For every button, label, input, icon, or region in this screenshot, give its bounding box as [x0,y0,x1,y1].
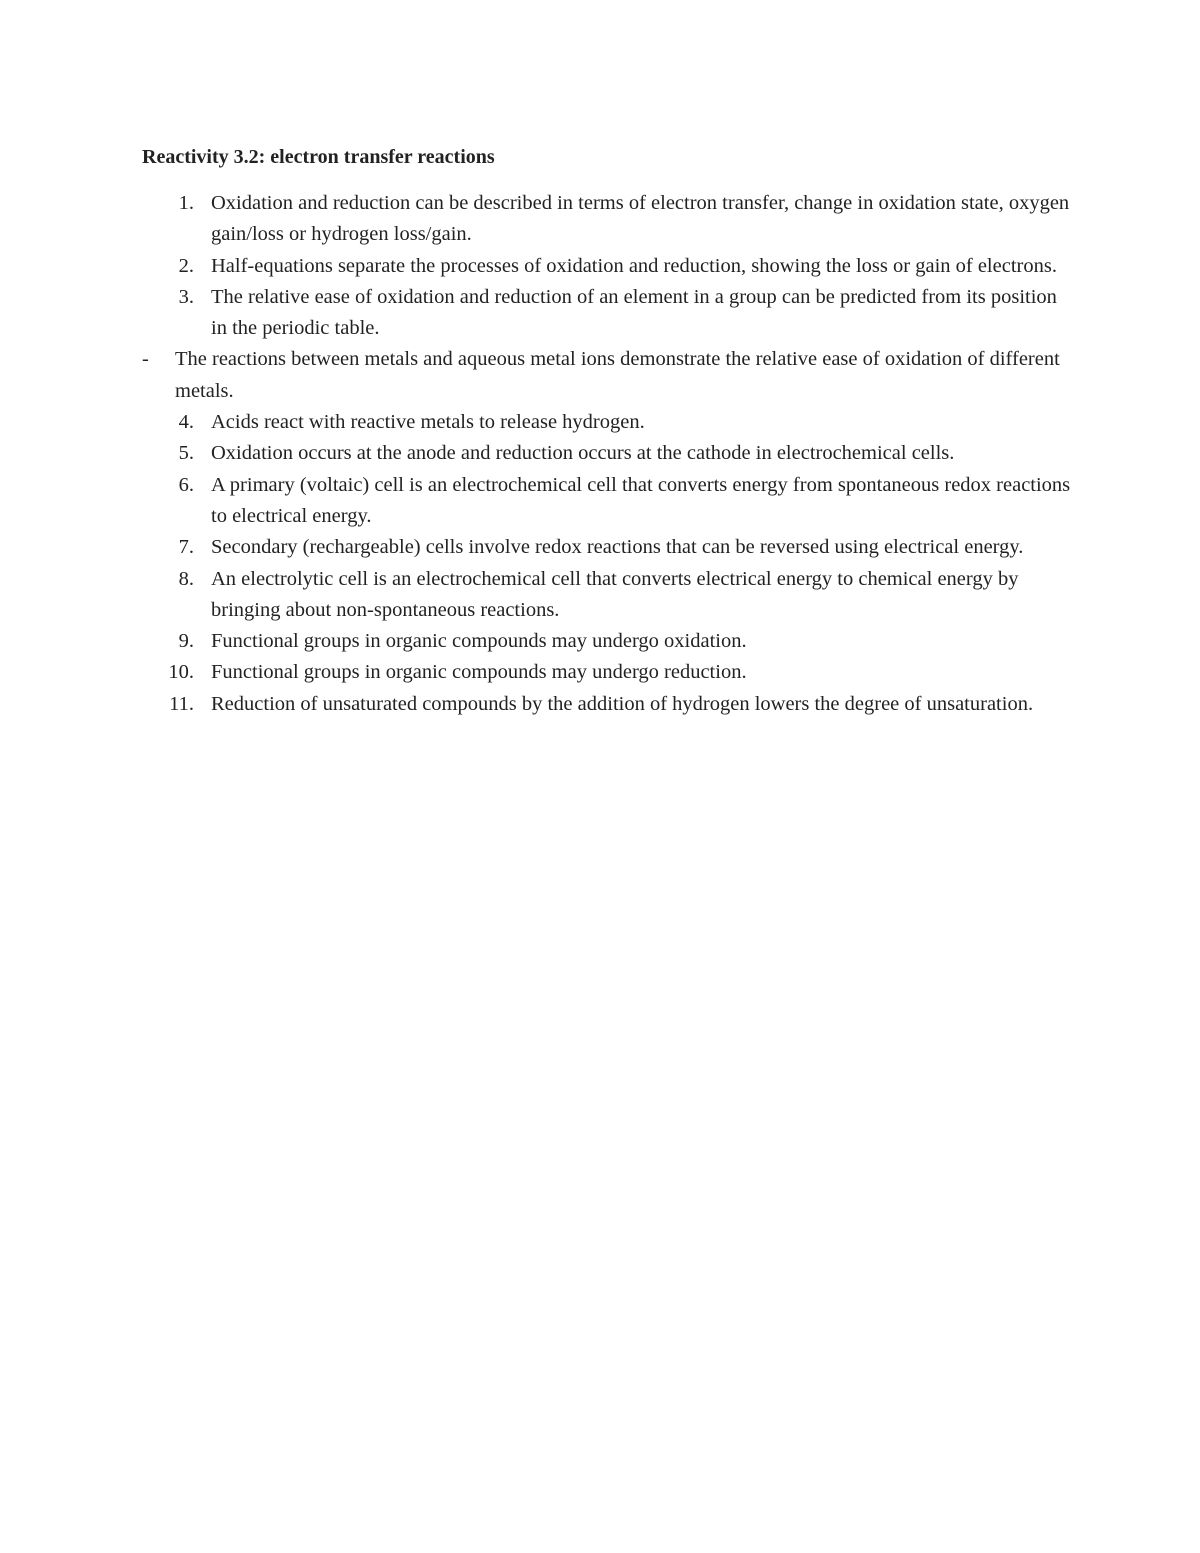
list-item-text: Functional groups in organic compounds may undergo oxidation. [211,630,747,653]
list-item-text: Reduction of unsaturated compounds by the addition of hydrogen lowers the degree of unsaturation. [211,692,1034,715]
dash-marker: - [142,348,149,371]
list-item-text: An electrolytic cell is an electrochemical cell that converts electrical energy to chemical energy by bringing about non-spontaneous reactions. [211,567,1019,621]
list-item-text: Functional groups in organic compounds may undergo reduction. [211,661,747,684]
list-item-text: The relative ease of oxidation and reduction of an element in a group can be predicted from its position in the periodic table. [211,285,1057,340]
list-item-text: Oxidation occurs at the anode and reduction occurs at the cathode in electrochemical cells. [211,442,955,465]
list-item-marker: 7. [178,536,194,559]
list-item-marker: 2. [178,254,194,277]
list-item [142,689,1072,720]
list-item-marker: 5. [178,442,194,465]
list-item-marker: 10. [168,661,194,684]
list-item [142,282,1072,345]
list-item-marker: 9. [178,630,194,653]
list-item-marker: 1. [178,192,194,214]
list-item [142,470,1072,533]
page-title: Reactivity 3.2: electron transfer reactions [142,146,495,168]
list-item [142,407,1072,438]
list-item [142,251,1072,282]
list-item-marker: 3. [178,285,194,308]
list-item-marker: 6. [178,473,194,496]
list-item [142,657,1072,688]
list-item-dash [142,344,1072,407]
list-item [142,188,1072,251]
list-item-text: The reactions between metals and aqueous metal ions demonstrate the relative ease of oxidation of different metals. [175,348,1060,402]
list-item [142,438,1072,469]
list-item-text: Secondary (rechargeable) cells involve redox reactions that can be reversed using electrical energy. [211,536,1024,559]
list-item-marker: 4. [178,411,194,434]
list-item [142,626,1072,657]
list-item [142,532,1072,563]
list-item [142,564,1072,627]
list-item-marker: 8. [178,567,194,590]
list-item-text: Oxidation and reduction can be described in terms of electron transfer, change in oxidation state, oxygen gain/loss or hydrogen loss/gain. [211,192,1070,246]
list-item-text: A primary (voltaic) cell is an electrochemical cell that converts energy from spontaneous redox reactions to electrical energy. [211,473,1071,527]
objectives-list [142,188,1072,720]
list-item-text: Half-equations separate the processes of oxidation and reduction, showing the loss or gain of electrons. [211,254,1057,277]
list-item-text: Acids react with reactive metals to release hydrogen. [211,411,645,434]
list-item-marker: 11. [169,692,194,715]
